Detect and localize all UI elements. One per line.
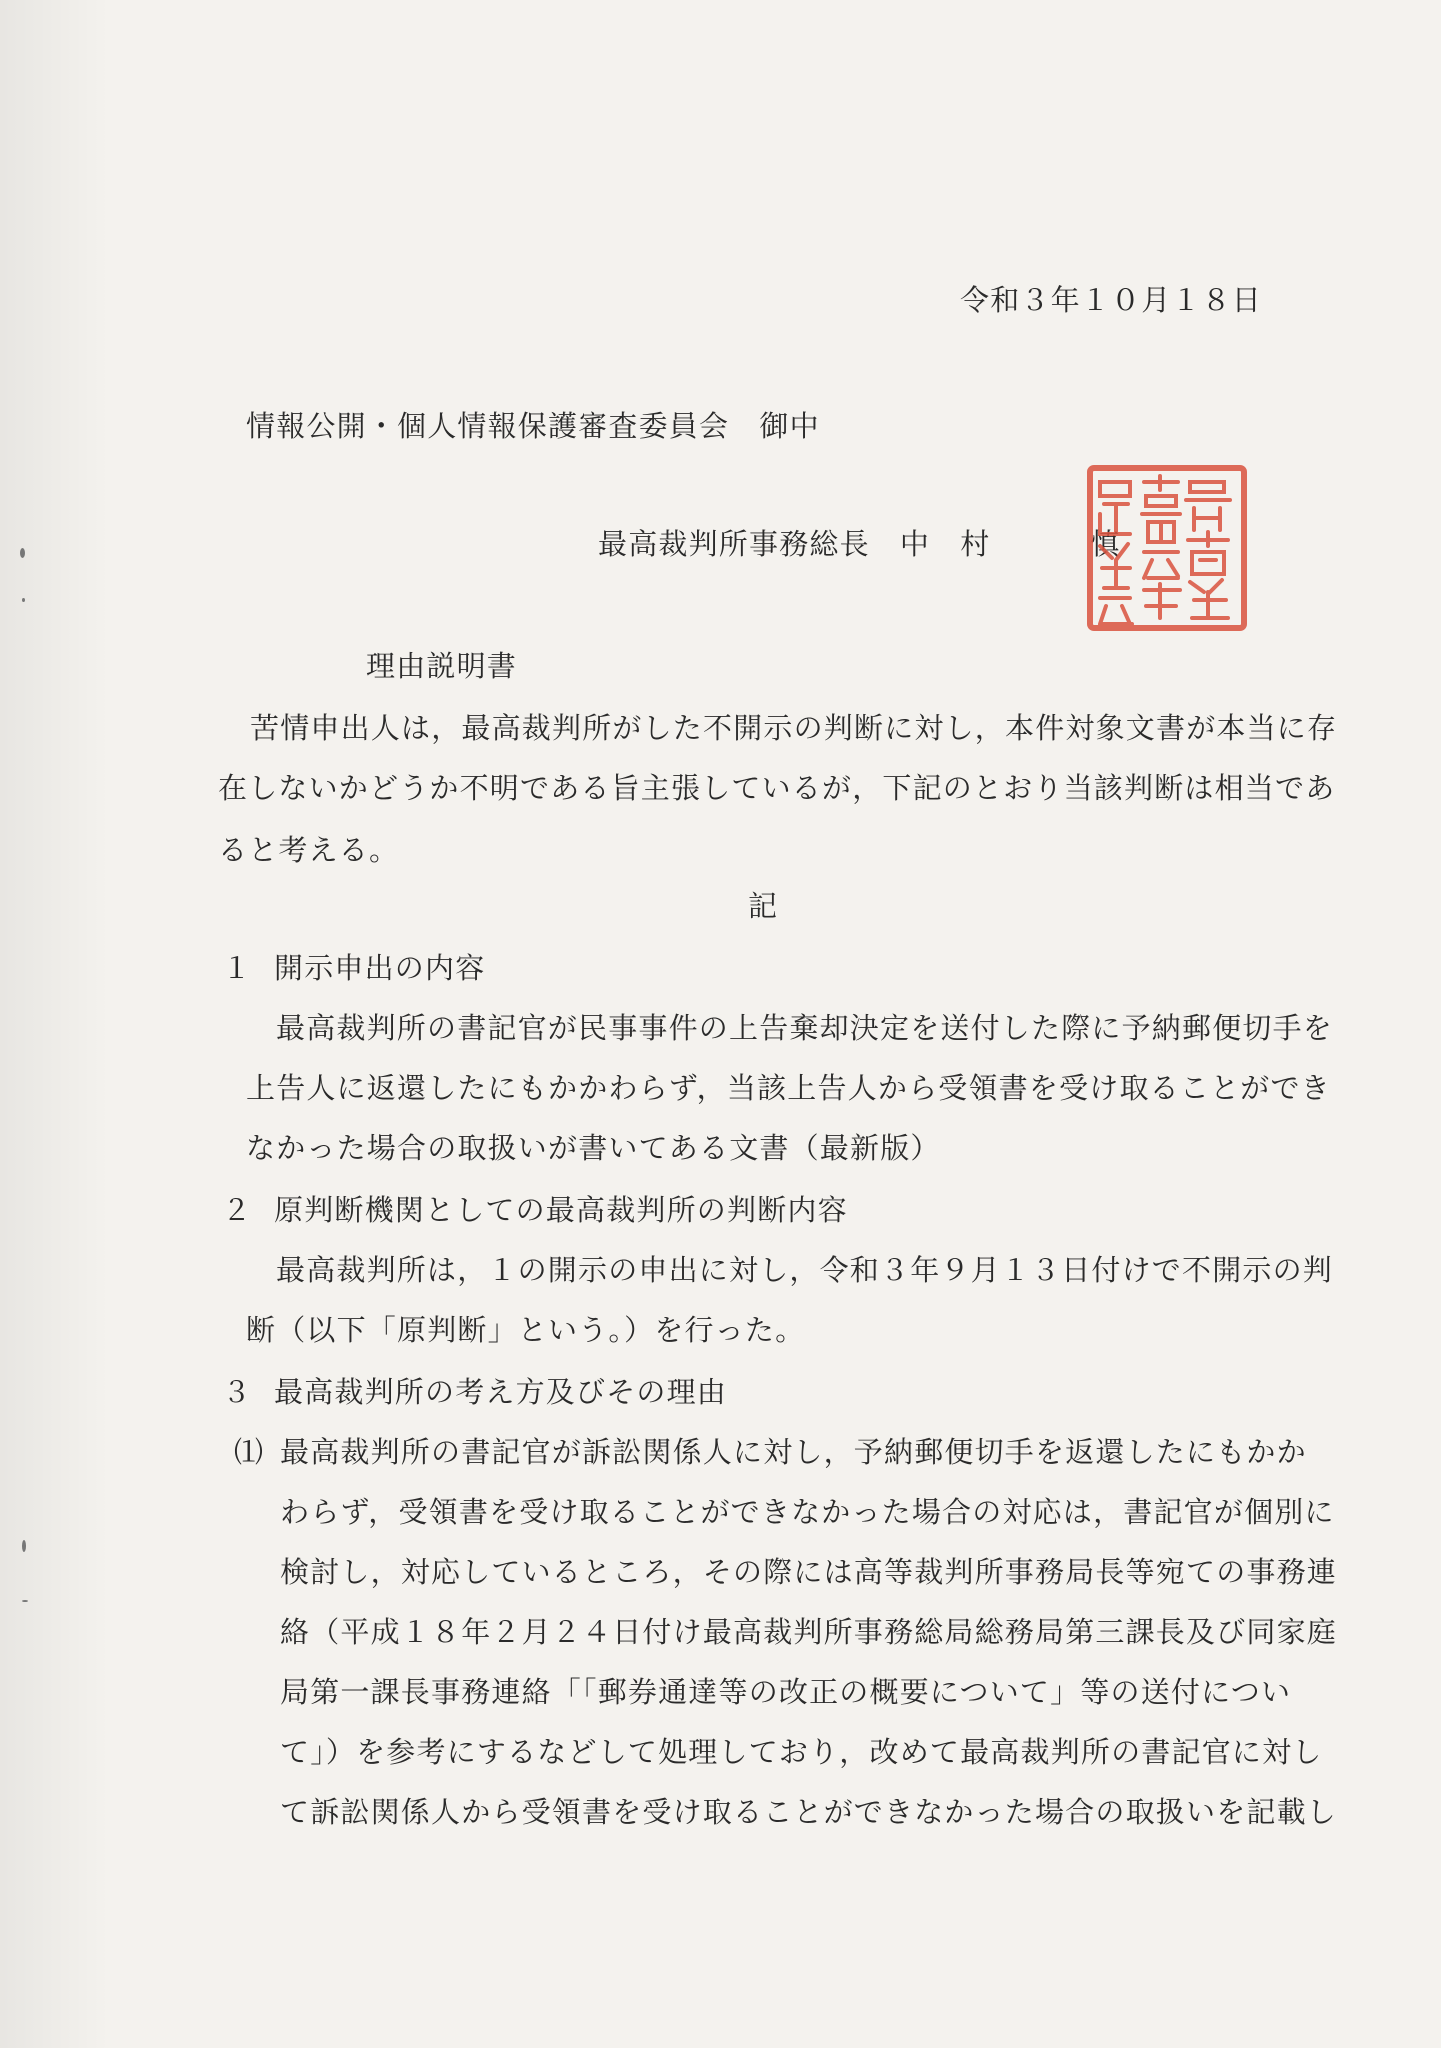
section-line: わらず，受領書を受け取ることができなかった場合の対応は，書記官が個別に (280, 1495, 1335, 1529)
seal-text (1082, 460, 1252, 636)
section-line: 最高裁判所は，１の開示の申出に対し，令和３年９月１３日付けで不開示の判 (276, 1253, 1334, 1287)
section-line: 最高裁判所の書記官が民事事件の上告棄却決定を送付した際に予納郵便切手を (276, 1011, 1334, 1045)
ki-heading: 記 (748, 889, 779, 923)
binding-shadow (0, 0, 110, 2048)
section-line: なかった場合の取扱いが書いてある文書（最新版） (246, 1131, 941, 1165)
scan-speck (22, 598, 25, 602)
official-seal (1082, 460, 1252, 636)
section-line: 上告人に返還したにもかかわらず，当該上告人から受領書を受け取ることができ (246, 1071, 1331, 1105)
sender-family-name: 中 村 (899, 527, 991, 561)
intro-line: 苦情申出人は，最高裁判所がした不開示の判断に対し，本件対象文書が本当に存 (250, 711, 1338, 745)
section-number: ３ (222, 1375, 253, 1409)
section-heading-text: 開示申出の内容 (274, 951, 486, 985)
section-line: 検討し，対応しているところ，その際には高等裁判所事務局長等宛ての事務連 (280, 1555, 1338, 1589)
document-title: 理由説明書 (366, 649, 518, 683)
section-number: １ (222, 951, 253, 985)
intro-line: 在しないかどうか不明である旨主張しているが，下記のとおり当該判断は相当であ (218, 771, 1336, 805)
section-number: ２ (222, 1193, 253, 1227)
section-line: て」）を参考にするなどして処理しており，改めて最高裁判所の書記官に対し (280, 1735, 1323, 1769)
document-date: 令和３年１０月１８日 (960, 283, 1263, 317)
sender-title: 最高裁判所事務総長 (598, 527, 870, 561)
subsection-line (234, 1432, 1307, 1472)
scan-speck (20, 548, 25, 558)
scan-speck (22, 1600, 28, 1602)
section-heading-text: 最高裁判所の考え方及びその理由 (274, 1375, 728, 1409)
subsection-text: 最高裁判所の書記官が訴訟関係人に対し，予納郵便切手を返還したにもかか (280, 1435, 1307, 1469)
section-line: 断（以下「原判断」という。）を行った。 (246, 1313, 806, 1347)
scan-speck (22, 1540, 26, 1552)
section-heading (222, 948, 485, 988)
section-line: 局第一課長事務連絡「「郵券通達等の改正の概要について」等の送付につい (280, 1675, 1292, 1709)
section-heading-text: 原判断機関としての最高裁判所の判断内容 (274, 1193, 848, 1227)
addressee: 情報公開・個人情報保護審査委員会 御中 (246, 409, 820, 443)
sender-given-name: 慎 (1090, 527, 1121, 561)
section-heading (222, 1190, 848, 1230)
intro-line: ると考える。 (218, 833, 400, 867)
subsection-number: ⑴ (234, 1435, 265, 1469)
sender (598, 524, 1121, 564)
section-line: て訴訟関係人から受領書を受け取ることができなかった場合の取扱いを記載し (280, 1795, 1338, 1829)
section-heading (222, 1372, 727, 1412)
section-line: 絡（平成１８年２月２４日付け最高裁判所事務総局総務局第三課長及び同家庭 (280, 1615, 1338, 1649)
